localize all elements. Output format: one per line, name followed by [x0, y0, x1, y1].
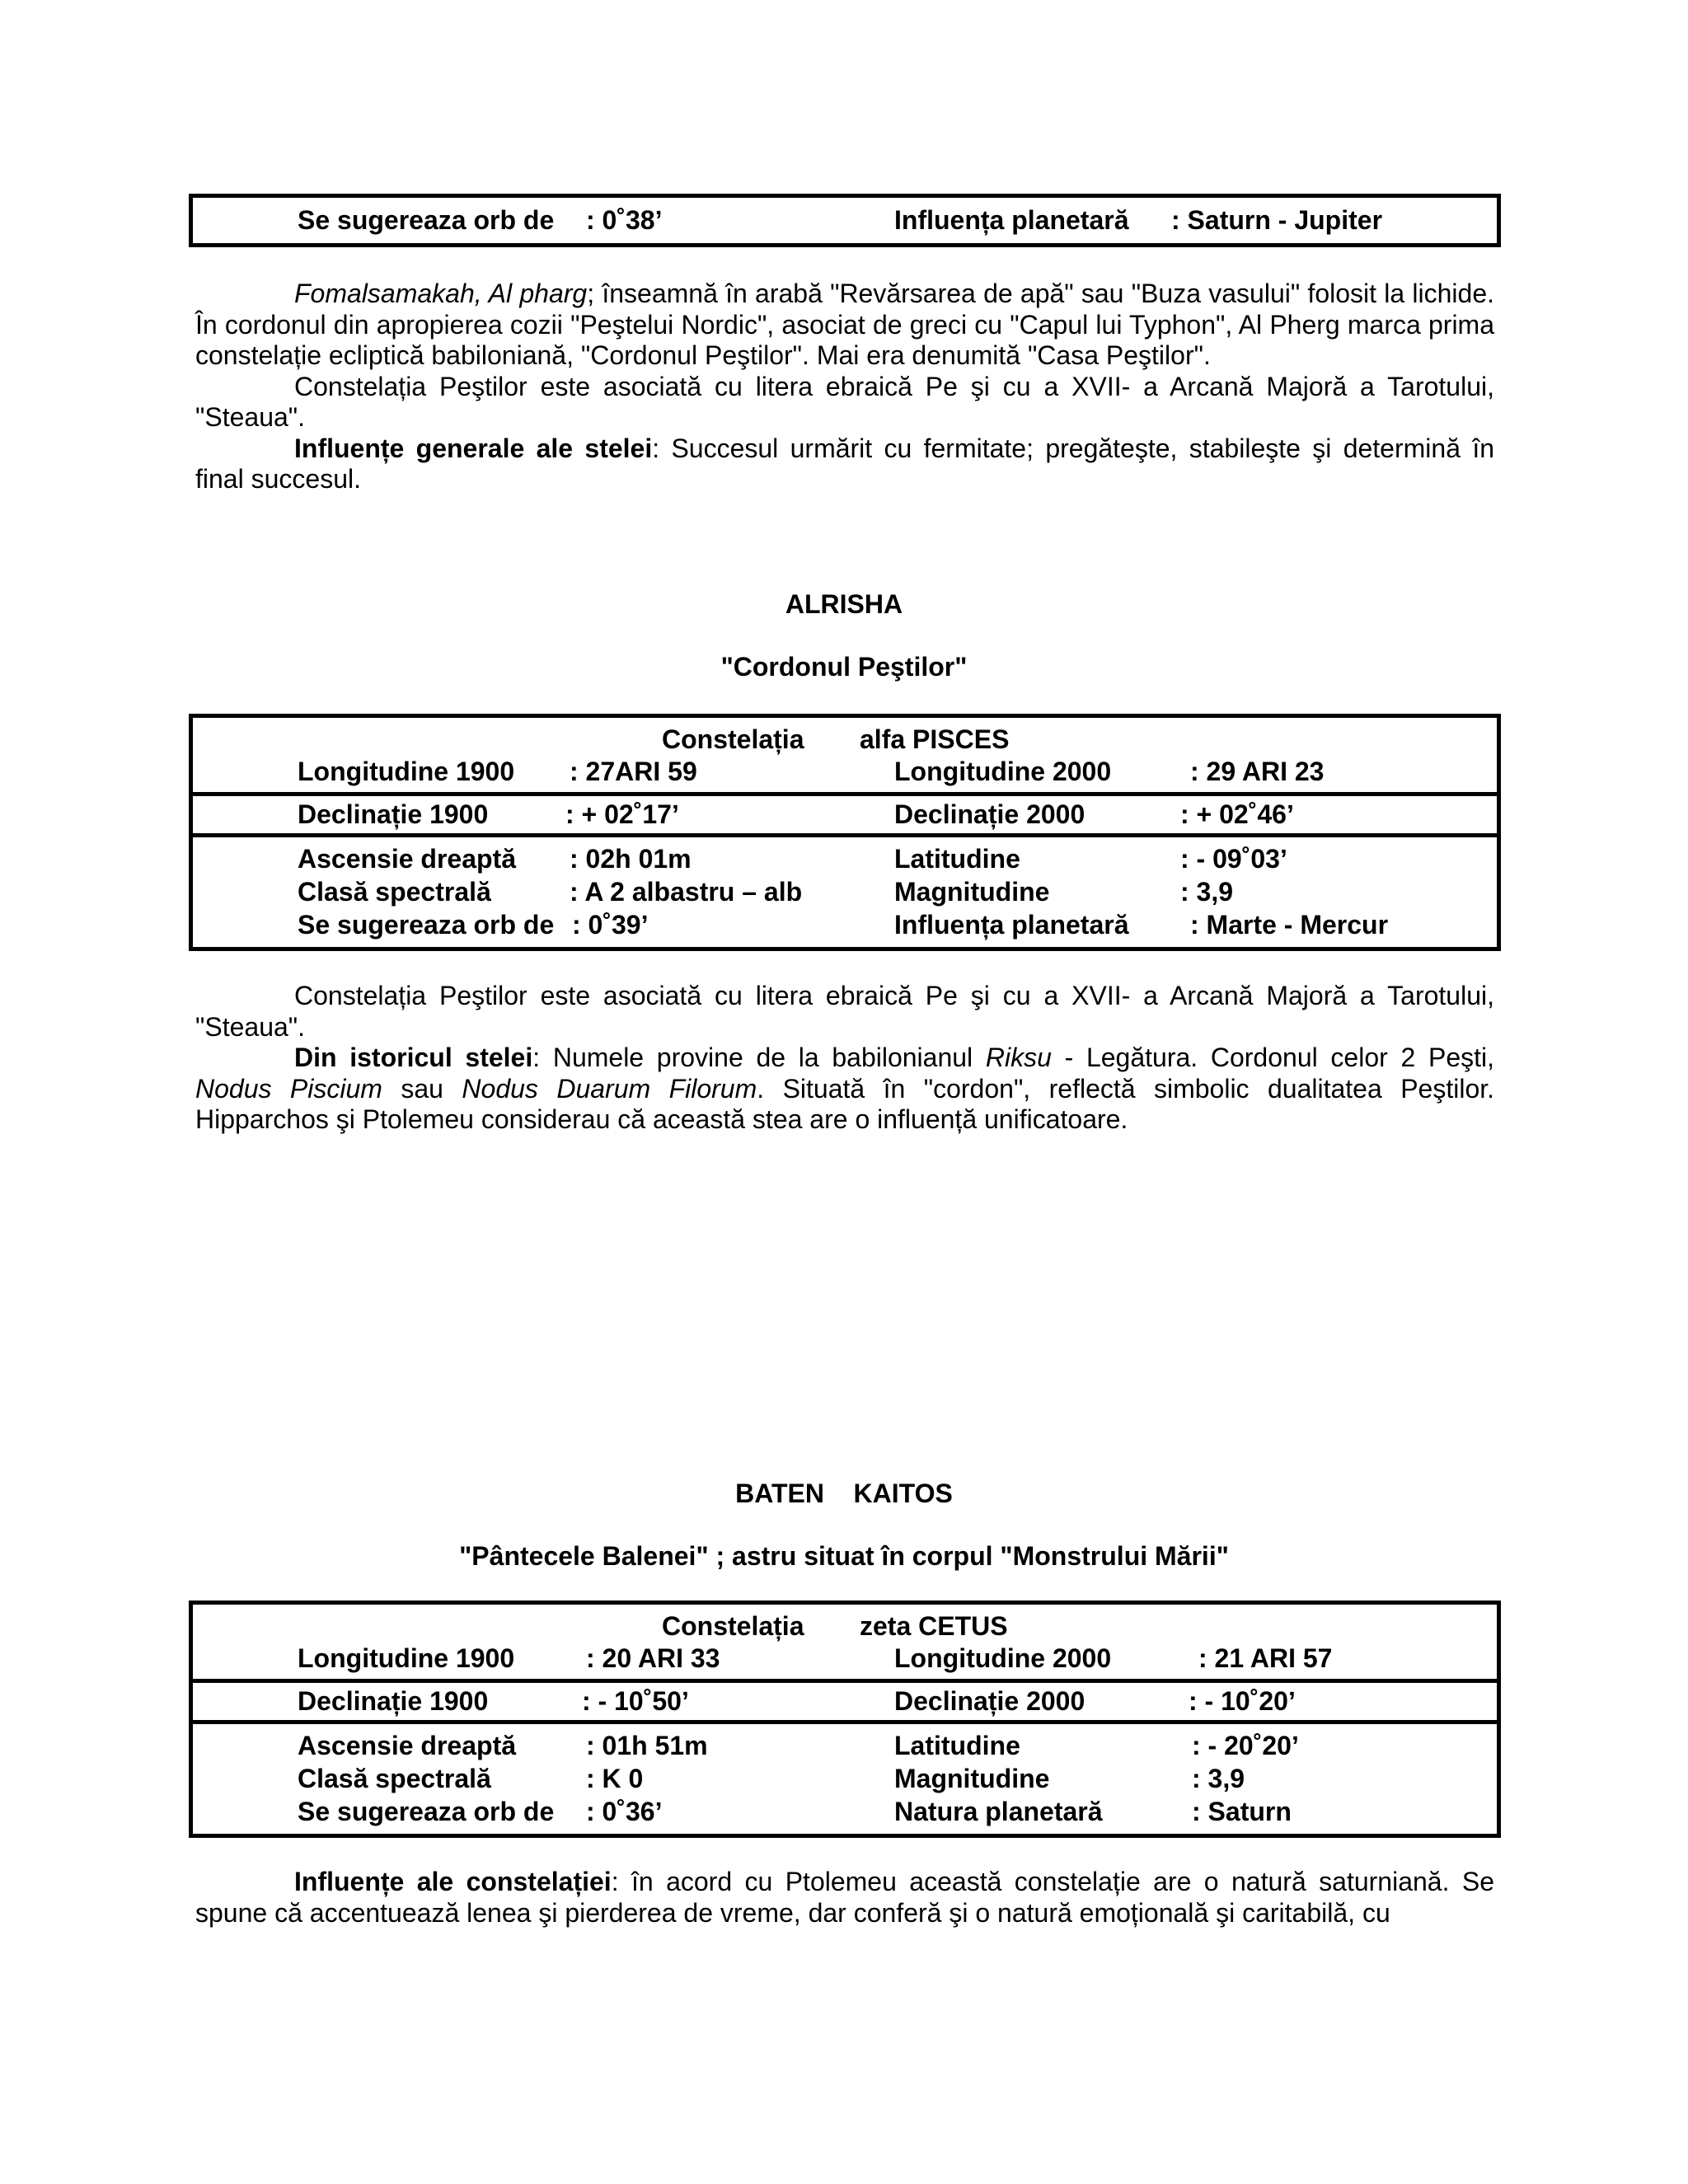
italic-term: Riksu: [985, 1043, 1052, 1072]
ascension-value: : 01h 51m: [586, 1731, 708, 1760]
constellation-row: [193, 723, 1497, 756]
star-data-box-baten-kaitos: [189, 1601, 1501, 1838]
paragraph: Constelația Peştilor este asociată cu litera ebraică Pe şi cu a XVII- a Arcană Majoră a Tarotului, "Steaua".: [195, 371, 1494, 432]
longitude-2000-label: Longitudine 2000: [894, 1643, 1112, 1673]
declination-2000-value: : - 10˚20ʼ: [1189, 1686, 1296, 1716]
declination-1900-value: : - 10˚50ʼ: [582, 1686, 689, 1716]
bold-lead: Din istoricul stelei: [294, 1043, 533, 1072]
bold-lead: Influențe ale constelației: [294, 1867, 612, 1896]
star-data-box-alrisha: [189, 714, 1501, 951]
paragraph: [195, 1867, 1494, 1929]
italic-term: Nodus Duarum Filorum: [462, 1073, 757, 1104]
declination-1900-label: Declinație 1900: [298, 1686, 489, 1716]
longitude-2000-label: Longitudine 2000: [894, 757, 1112, 786]
spectral-value: : K 0: [586, 1764, 644, 1793]
planet-value: : Saturn: [1192, 1797, 1292, 1826]
ascension-label: Ascensie dreaptă: [298, 844, 517, 874]
spectral-row: [193, 1762, 1497, 1795]
longitude-2000-value: : 29 ARI 23: [1190, 757, 1325, 786]
paragraph-text: sau: [382, 1073, 462, 1104]
star-title-alrisha: ALRISHA: [785, 589, 903, 619]
paragraph-text: : Succesul urmărit cu fermitate; pregăteşte, stabileşte şi determină în final succesul.: [195, 433, 1494, 494]
orb-value: : 0˚36ʼ: [586, 1797, 663, 1826]
star-title-baten-kaitos: BATEN KAITOS: [735, 1479, 953, 1508]
constellation-row: [193, 1610, 1497, 1643]
longitude-1900-value: : 27ARI 59: [570, 757, 697, 786]
orb-value: : 0˚38ʼ: [586, 205, 663, 235]
longitude-1900-value: : 20 ARI 33: [586, 1643, 720, 1673]
orb-label: Se sugereaza orb de: [298, 910, 555, 940]
planet-value: : Marte - Mercur: [1190, 910, 1389, 940]
spectral-value: : A 2 albastru – alb: [570, 877, 803, 907]
longitude-2000-value: : 21 ARI 57: [1198, 1643, 1333, 1673]
planet-value: : Saturn - Jupiter: [1171, 205, 1383, 235]
paragraph: [195, 1043, 1494, 1136]
star-subtitle-baten-kaitos: "Pântecele Balenei" ; astru situat în corpul "Monstrului Mării": [459, 1541, 1229, 1571]
latitude-label: Latitudine: [894, 1731, 1020, 1760]
star-name-italic: Fomalsamakah, Al pharg: [294, 279, 588, 308]
paragraph-text: . Situată în "cordon", reflectă simbolic dualitatea Peştilor. Hipparchos şi Ptolemeu considerau că această stea are o influență unificatoare.: [195, 1073, 1495, 1134]
spectral-row: [193, 875, 1497, 908]
longitude-1900-label: Longitudine 1900: [298, 757, 515, 786]
longitude-row: [193, 755, 1497, 788]
constellation-value: alfa PISCES: [860, 724, 1010, 754]
baten-kaitos-text: [195, 1867, 1494, 1929]
constellation-label: Constelația: [662, 1611, 804, 1641]
star-data-box-fomalsamakah: [189, 194, 1501, 247]
longitude-row: [193, 1642, 1497, 1675]
paragraph-text: - Legătura. Cordonul celor 2 Peşti,: [1051, 1043, 1495, 1072]
magnitude-label: Magnitudine: [894, 1764, 1050, 1793]
magnitude-label: Magnitudine: [894, 877, 1050, 907]
declination-1900-value: : + 02˚17ʼ: [565, 799, 679, 829]
constellation-value: zeta CETUS: [860, 1611, 1008, 1641]
italic-term: Nodus Piscium: [195, 1073, 382, 1104]
latitude-label: Latitudine: [894, 844, 1020, 874]
paragraph-text: ; înseamnă în arabă "Revărsarea de apă" sau "Buza vasului" folosit la lichide. În cordonul din apropierea cozii "Peştelui Nordic", asociat de greci cu "Capul lui Typhon", Al Pherg marca prima constelație ecliptică babiloniană, "Cordonul Peştilor". Mai era denumită "Casa Peştilor".: [195, 279, 1495, 370]
orb-row: [193, 908, 1497, 941]
ascension-value: : 02h 01m: [570, 844, 692, 874]
ascension-label: Ascensie dreaptă: [298, 1731, 517, 1760]
latitude-value: : - 09˚03ʼ: [1180, 844, 1287, 874]
planet-label: Influența planetară: [894, 910, 1129, 940]
latitude-value: : - 20˚20ʼ: [1192, 1731, 1299, 1760]
longitude-1900-label: Longitudine 1900: [298, 1643, 515, 1673]
magnitude-value: : 3,9: [1192, 1764, 1245, 1793]
declination-2000-value: : + 02˚46ʼ: [1180, 799, 1294, 829]
paragraph: [195, 279, 1494, 372]
orb-value: : 0˚39ʼ: [572, 910, 649, 940]
planet-label: Natura planetară: [894, 1797, 1103, 1826]
planet-label: Influența planetară: [894, 205, 1129, 235]
paragraph-text: : în acord cu Ptolemeu această constelație are o natură saturniană. Se spune că accentuează lenea şi pierderea de vreme, dar conferă şi o natură emoțională şi caritabilă, cu: [195, 1867, 1495, 1928]
declination-2000-label: Declinație 2000: [894, 799, 1085, 829]
orb-row: [193, 204, 1497, 237]
magnitude-value: : 3,9: [1180, 877, 1234, 907]
paragraph-text: : Numele provine de la babilonianul: [532, 1043, 986, 1072]
ascension-row: [193, 1729, 1497, 1762]
spectral-label: Clasă spectrală: [298, 1764, 491, 1793]
paragraph: Constelația Peştilor este asociată cu litera ebraică Pe şi cu a XVII- a Arcană Majoră a Tarotului, "Steaua".: [195, 981, 1494, 1042]
spectral-label: Clasă spectrală: [298, 877, 491, 907]
bold-lead: Influențe generale ale stelei: [294, 433, 653, 463]
alrisha-text: [195, 981, 1494, 1136]
fomalsamakah-text: [195, 279, 1494, 495]
declination-row: [193, 1685, 1497, 1718]
ascension-row: [193, 842, 1497, 875]
declination-1900-label: Declinație 1900: [298, 799, 489, 829]
declination-row: [193, 798, 1497, 831]
paragraph: [195, 434, 1494, 495]
orb-row: [193, 1795, 1497, 1828]
orb-label: Se sugereaza orb de: [298, 1797, 555, 1826]
constellation-label: Constelația: [662, 724, 804, 754]
declination-2000-label: Declinație 2000: [894, 1686, 1085, 1716]
star-subtitle-alrisha: "Cordonul Peştilor": [720, 652, 968, 682]
orb-label: Se sugereaza orb de: [298, 205, 555, 235]
